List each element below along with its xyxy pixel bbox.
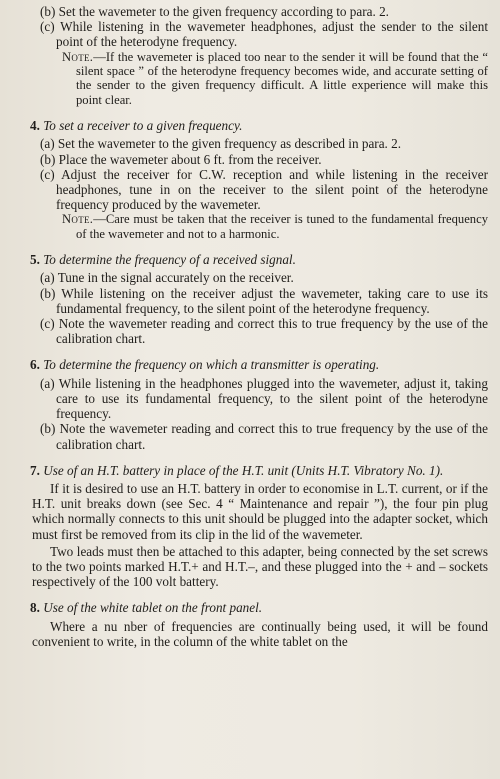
section-4-heading [24,118,488,133]
item-b-top: (b) Set the wavemeter to the given frequency according to para. 2. [40,4,389,19]
section-4-b: (b) Place the wavemeter about 6 ft. from the receiver. [40,151,322,167]
item-c-top: (c) While listening in the wavemeter headphones, adjust the sender to the silent point of the heterodyne frequency. [40,19,488,50]
note-2-label: Note. [62,212,94,227]
section-4-number: 4. [30,118,40,134]
section-5-b: (b) While listening on the receiver adjust the wavemeter, taking care to use its fundamental frequency, to the silent point of the heterodyne frequency. [40,285,488,316]
section-6-number: 6. [30,357,40,373]
section-4-title: To set a receiver to a given frequency. [43,118,243,134]
section-7-title: Use of an H.T. battery in place of the H.T. unit (Units H.T. Vibratory No. 1). [43,462,444,478]
section-4-a: (a) Set the wavemeter to the given frequency as described in para. 2. [40,136,402,152]
section-6-heading [24,357,488,372]
section-5-title: To determine the frequency of a received signal. [43,252,296,268]
section-5-number: 5. [30,252,40,268]
section-4-c: (c) Adjust the receiver for C.W. reception and while listening in the receiver headphones, tune in on the receiver to the silent point of the heterodyne frequency produced by the wavemeter. [40,166,488,213]
note-2 [38,212,488,241]
section-8-heading [24,600,488,615]
note-2-text: —Care must be taken that the receiver is tuned to the fundamental frequency of the wavemeter and not to a harmonic. [76,212,488,241]
section-6-a: (a) While listening in the headphones plugged into the wavemeter, adjust it, taking care to use its fundamental frequency, to the silent point of the heterodyne frequency. [40,375,488,422]
section-7-paragraph-1: If it is desired to use an H.T. battery in order to economise in L.T. current, or if the H.T. unit breaks down (see Sec. 4 “ Maintenance and repair ”), the four pin plug which normally connects to this unit should be plugged into the adapter socket, which must first be removed from its clip in the lid of the wavemeter. [32,480,488,542]
section-7-heading [24,463,488,478]
section-8-paragraph-1: Where a nu nber of frequencies are continually being used, it will be found convenient to write, in the column of the white tablet on the [32,618,488,649]
section-6-title: To determine the frequency on which a transmitter is operating. [43,357,380,373]
note-1-label: Note. [62,49,94,64]
section-5-c: (c) Note the wavemeter reading and correct this to true frequency by the use of the calibration chart. [40,316,488,347]
note-1-text: —If the wavemeter is placed too near to the sender it will be found that the “ silent space ” of the heterodyne frequency becomes wide, and accurate setting of the sender to the given frequency difficult. A little experience will make this point clear. [76,49,488,107]
section-8-number: 8. [30,600,40,616]
section-6-b: (b) Note the wavemeter reading and correct this to true frequency by the use of the calibration chart. [40,421,488,452]
section-5-a: (a) Tune in the signal accurately on the receiver. [40,270,294,286]
note-1 [38,50,488,108]
section-7-number: 7. [30,462,40,478]
section-7-paragraph-2: Two leads must then be attached to this adapter, being connected by the set screws to the two points marked H.T.+ and H.T.–, and these plugged into the + and – sockets respectively of the 100 volt battery. [32,543,488,590]
section-8-title: Use of the white tablet on the front panel. [43,600,263,616]
section-5-heading [24,252,488,267]
